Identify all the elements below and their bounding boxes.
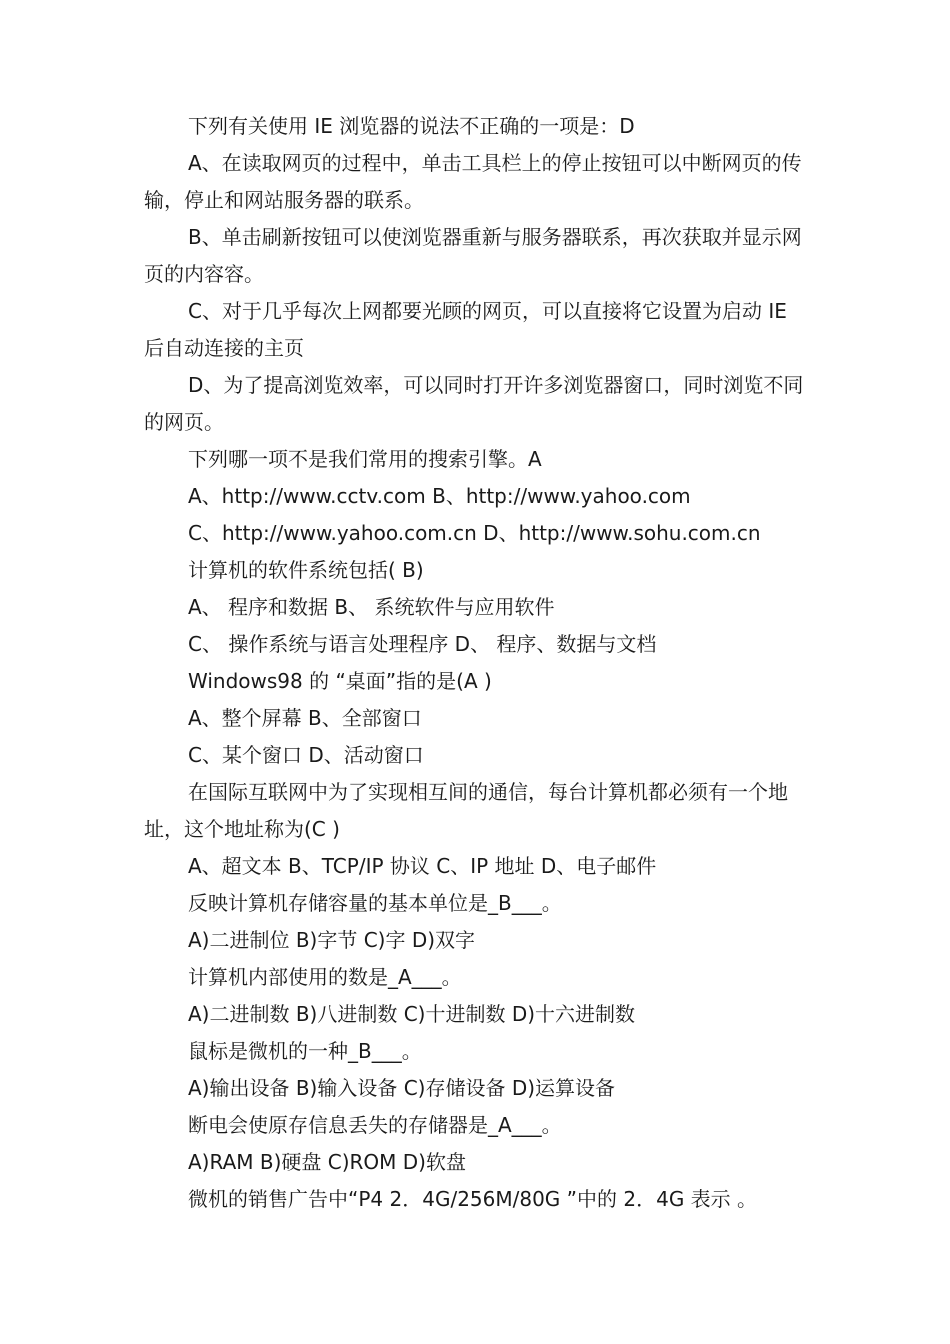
- answer-option: A、超文本 B、TCP/IP 协议 C、IP 地址 D、电子邮件: [188, 854, 657, 878]
- answer-option: A、在读取网页的过程中，单击工具栏上的停止按钮可以中断网页的传输，停止和网站服务器的联系。: [144, 151, 802, 212]
- answer-option: A、http://www.cctv.com B、http://www.yahoo.com: [188, 484, 691, 508]
- answer-option: A)二进制位 B)字节 C)字 D)双字: [188, 928, 476, 952]
- answer-option: A、 程序和数据 B、 系统软件与应用软件: [188, 595, 555, 619]
- answer-option: C、 操作系统与语言处理程序 D、 程序、数据与文档: [188, 632, 657, 656]
- question-stem: 下列有关使用 IE 浏览器的说法不正确的一项是：D: [188, 114, 635, 138]
- answer-option: B、单击刷新按钮可以使浏览器重新与服务器联系，再次获取并显示网页的内容容。: [144, 225, 802, 286]
- answer-option: A)二进制数 B)八进制数 C)十进制数 D)十六进制数: [188, 1002, 636, 1026]
- question-stem: 反映计算机存储容量的基本单位是_B___。: [188, 891, 562, 915]
- document-body: [144, 108, 810, 1218]
- question-stem: 鼠标是微机的一种_B___。: [188, 1039, 422, 1063]
- question-stem: Windows98 的 “桌面”指的是(A ): [188, 669, 492, 693]
- answer-option: A、整个屏幕 B、全部窗口: [188, 706, 422, 730]
- answer-option: C、对于几乎每次上网都要光顾的网页，可以直接将它设置为启动 IE 后自动连接的主页: [144, 299, 794, 360]
- question-stem: 微机的销售广告中“P4 2．4G/256M/80G ”中的 2．4G 表示 。: [188, 1187, 758, 1211]
- answer-option: A)输出设备 B)输入设备 C)存储设备 D)运算设备: [188, 1076, 616, 1100]
- question-stem: 计算机内部使用的数是_A___。: [188, 965, 462, 989]
- answer-option: C、http://www.yahoo.com.cn D、http://www.sohu.com.cn: [188, 521, 761, 545]
- question-stem: 断电会使原存信息丢失的存储器是_A___。: [188, 1113, 562, 1137]
- question-stem: 计算机的软件系统包括( B): [188, 558, 424, 582]
- question-stem: 下列哪一项不是我们常用的搜索引擎。A: [188, 447, 542, 471]
- question-stem: 在国际互联网中为了实现相互间的通信，每台计算机都必须有一个地址，这个地址称为(C ): [144, 780, 788, 841]
- answer-option: A)RAM B)硬盘 C)ROM D)软盘: [188, 1150, 466, 1174]
- answer-option: D、为了提高浏览效率，可以同时打开许多浏览器窗口，同时浏览不同的网页。: [144, 373, 804, 434]
- answer-option: C、某个窗口 D、活动窗口: [188, 743, 424, 767]
